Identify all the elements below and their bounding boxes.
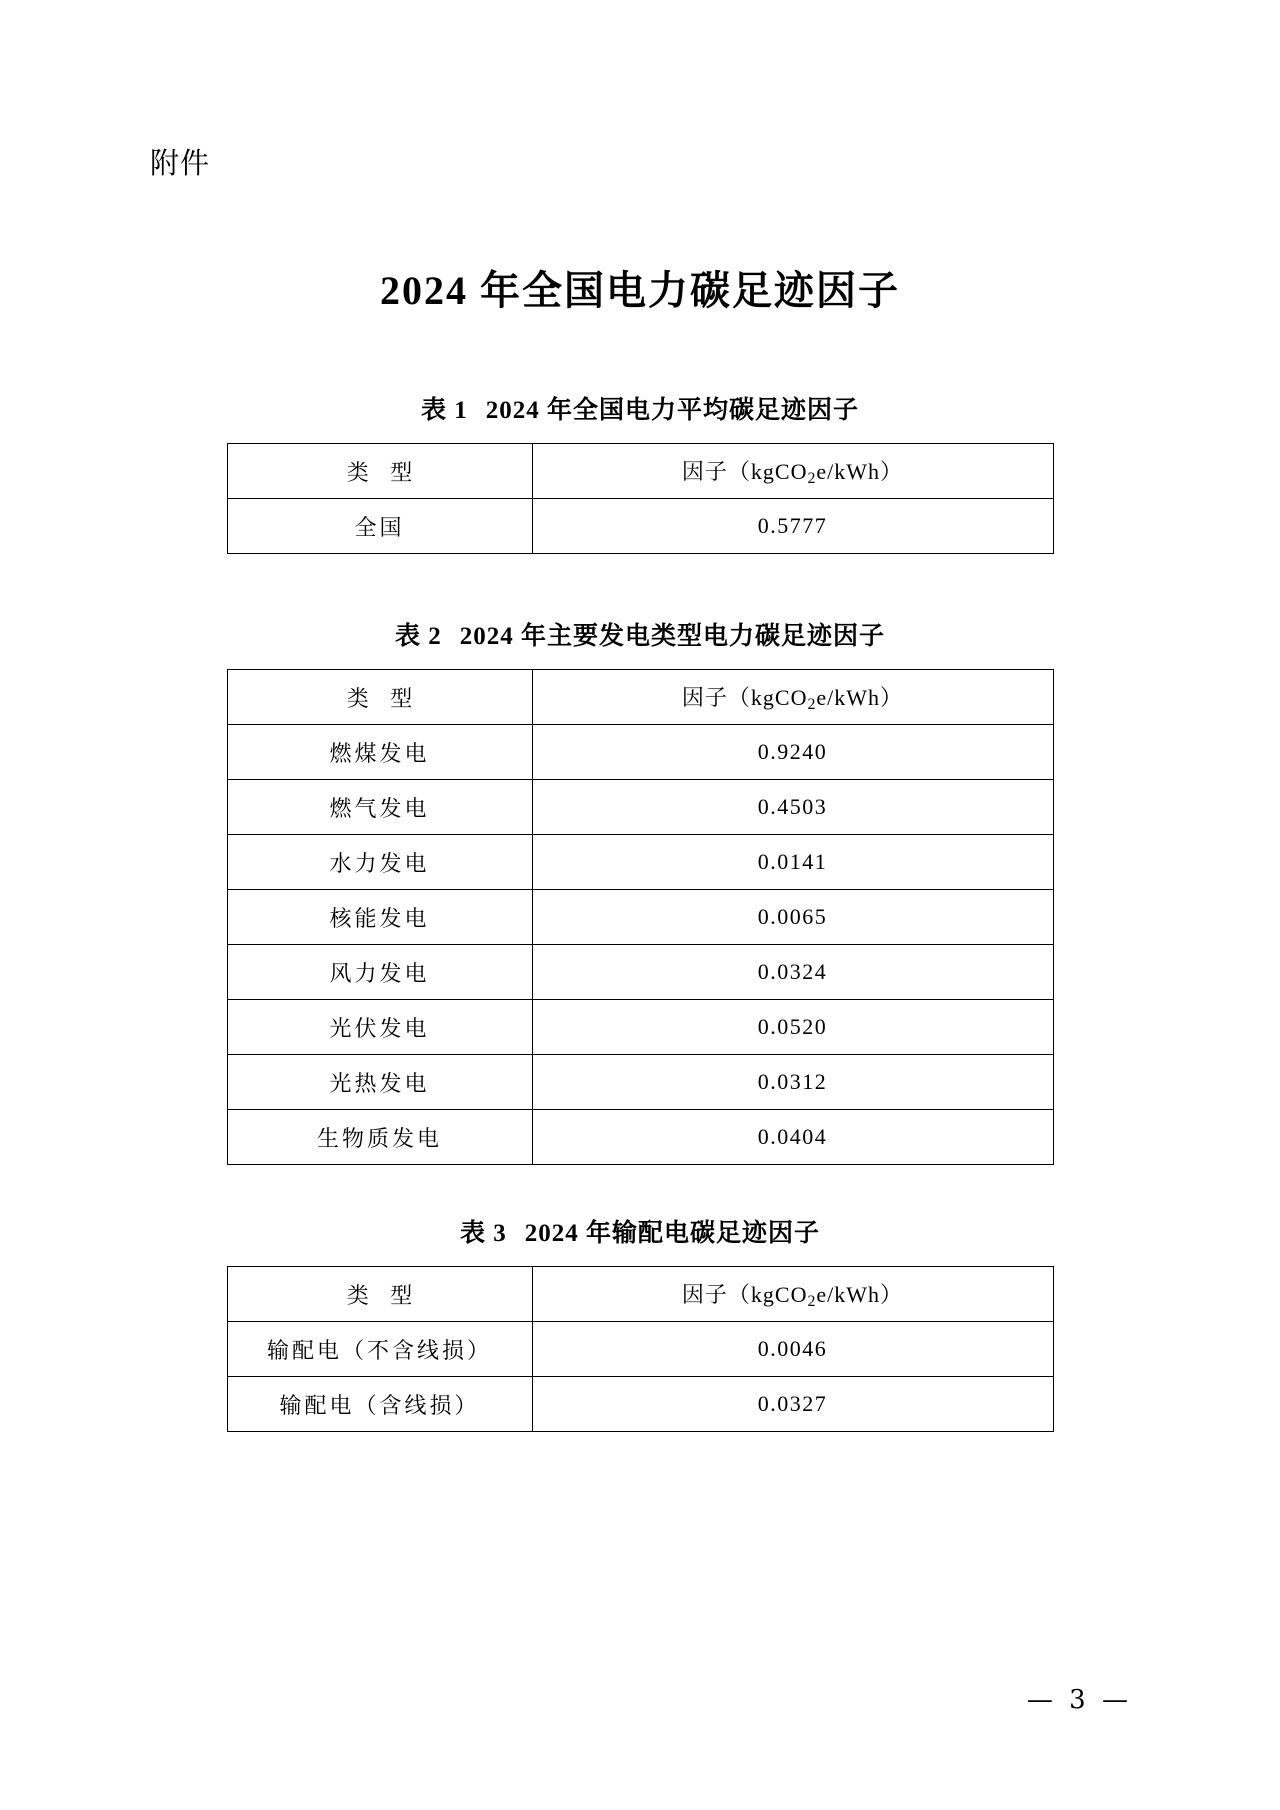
table-row (227, 1055, 1053, 1110)
table-2-caption (148, 616, 1132, 652)
table-1 (227, 443, 1054, 554)
table-row (227, 1322, 1053, 1377)
cell-factor: 0.0324 (532, 945, 1053, 1000)
header-factor-sub: 2 (807, 469, 817, 487)
header-factor-prefix: 因子（kgCO (681, 1281, 808, 1307)
cell-type: 光伏发电 (227, 1000, 532, 1055)
cell-type: 光热发电 (227, 1055, 532, 1110)
table-header-row (227, 444, 1053, 499)
table-row (227, 499, 1053, 554)
cell-type: 生物质发电 (227, 1110, 532, 1165)
table-row (227, 1377, 1053, 1432)
cell-factor: 0.0404 (532, 1110, 1053, 1165)
table-1-caption-number: 表 1 (420, 397, 468, 424)
cell-type: 风力发电 (227, 945, 532, 1000)
cell-factor: 0.0141 (532, 835, 1053, 890)
page-title: 2024 年全国电力碳足迹因子 (380, 268, 900, 313)
header-factor-sub: 2 (807, 695, 817, 713)
cell-type: 核能发电 (227, 890, 532, 945)
table-row (227, 1000, 1053, 1055)
cell-factor: 0.0327 (532, 1377, 1053, 1432)
column-header-type: 类 型 (346, 685, 421, 711)
table-3 (227, 1266, 1054, 1432)
cell-type: 燃气发电 (227, 780, 532, 835)
header-factor-sub: 2 (807, 1292, 817, 1310)
table-row (227, 1110, 1053, 1165)
header-factor-suffix: e/kWh） (816, 458, 904, 484)
cell-factor: 0.0520 (532, 1000, 1053, 1055)
cell-type: 输配电（含线损） (227, 1377, 532, 1432)
table-header-row (227, 1267, 1053, 1322)
header-factor-prefix: 因子（kgCO (681, 684, 808, 710)
header-factor-prefix: 因子（kgCO (681, 458, 808, 484)
header-factor-suffix: e/kWh） (816, 1281, 904, 1307)
cell-type: 全国 (227, 499, 532, 554)
table-row (227, 945, 1053, 1000)
table-header-row (227, 670, 1053, 725)
cell-type: 水力发电 (227, 835, 532, 890)
table-3-caption-text: 2024 年输配电碳足迹因子 (524, 1220, 821, 1247)
table-row (227, 835, 1053, 890)
table-2-caption-number: 表 2 (394, 623, 442, 650)
column-header-type: 类 型 (346, 459, 421, 485)
table-1-caption (148, 390, 1132, 426)
column-header-factor (532, 670, 1053, 725)
column-header-factor (532, 444, 1053, 499)
table-2 (227, 669, 1054, 1165)
column-header-type: 类 型 (346, 1282, 421, 1308)
cell-factor: 0.9240 (532, 725, 1053, 780)
cell-type: 燃煤发电 (227, 725, 532, 780)
table-3-caption (148, 1213, 1132, 1249)
table-row (227, 890, 1053, 945)
table-3-caption-number: 表 3 (459, 1220, 507, 1247)
header-factor-suffix: e/kWh） (816, 684, 904, 710)
table-2-caption-text: 2024 年主要发电类型电力碳足迹因子 (459, 623, 886, 650)
column-header-factor (532, 1267, 1053, 1322)
cell-factor: 0.5777 (532, 499, 1053, 554)
cell-factor: 0.0312 (532, 1055, 1053, 1110)
cell-type: 输配电（不含线损） (227, 1322, 532, 1377)
cell-factor: 0.0046 (532, 1322, 1053, 1377)
cell-factor: 0.4503 (532, 780, 1053, 835)
table-row (227, 780, 1053, 835)
cell-factor: 0.0065 (532, 890, 1053, 945)
page-number: — 3 — (1026, 1685, 1132, 1715)
table-row (227, 725, 1053, 780)
table-1-caption-text: 2024 年全国电力平均碳足迹因子 (485, 397, 860, 424)
attachment-label: 附件 (150, 148, 211, 180)
